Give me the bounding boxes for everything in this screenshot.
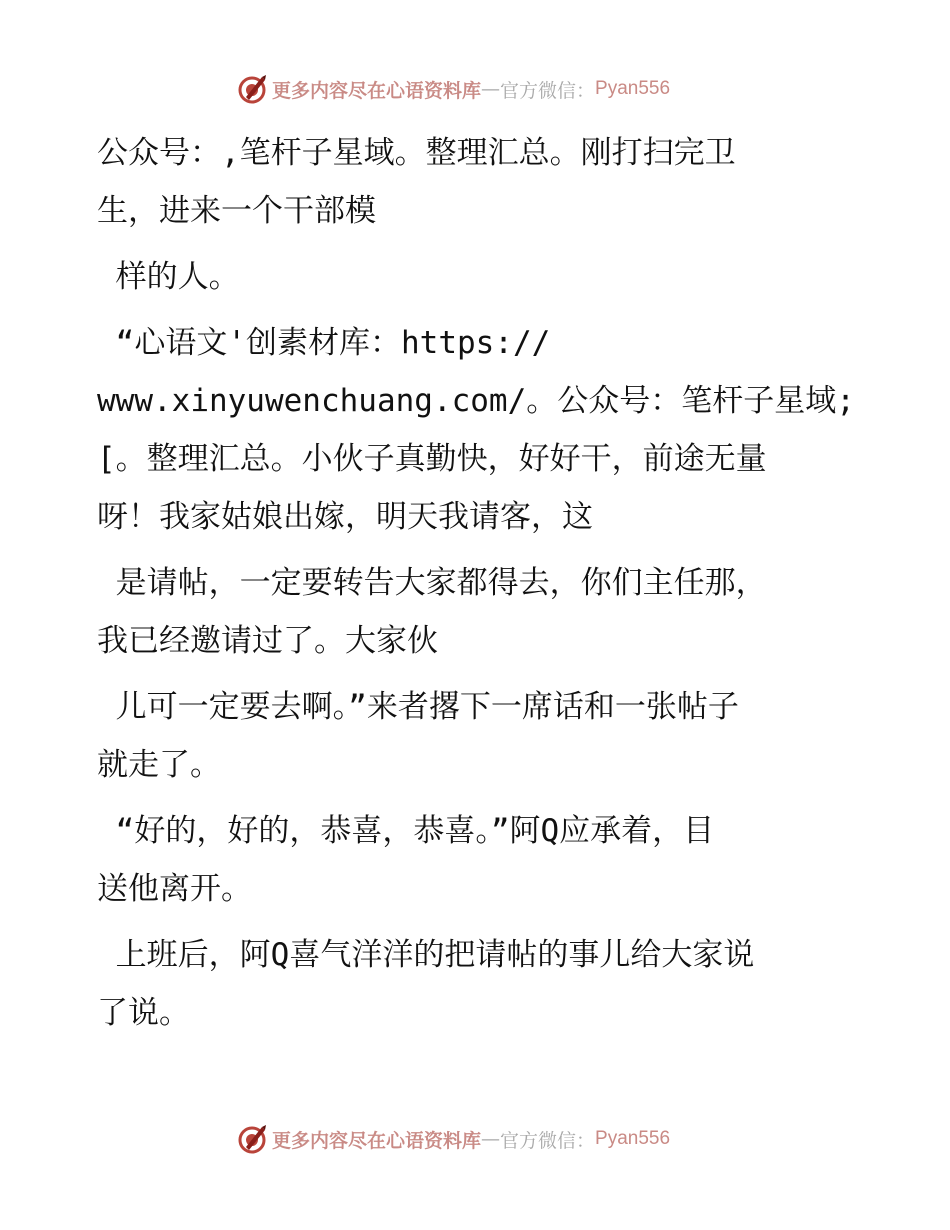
text-line: 了说。 — [97, 995, 190, 1031]
paragraph — [97, 314, 857, 546]
header-watermark-banner — [236, 72, 670, 106]
text-line: “好的，好的，恭喜，恭喜。”阿Q应承着，目 — [97, 813, 715, 849]
banner-wechat-id: Pyan556 — [595, 78, 671, 99]
paragraph — [97, 926, 857, 1042]
banner-wechat-label: 官方微信： — [500, 1129, 596, 1152]
text-line: www.xinyuwenchuang.com/。公众号：笔杆子星域; — [97, 383, 855, 419]
paragraph — [97, 678, 857, 794]
text-line: 是请帖，一定要转告大家都得去，你们主任那， — [97, 565, 767, 601]
text-line: 样的人。 — [97, 259, 240, 295]
banner-wechat-id: Pyan556 — [595, 1128, 671, 1149]
text-line: [。整理汇总。小伙子真勤快，好好干，前途无量 — [97, 441, 767, 477]
paragraph — [97, 248, 857, 306]
text-line: 生，进来一个干部模 — [97, 193, 376, 229]
banner-text: 更多内容尽在心语资料库 — [272, 1129, 482, 1152]
text-line: 儿可一定要去啊。”来者撂下一席话和一张帖子 — [97, 689, 739, 725]
banner-dash: — — [481, 1128, 501, 1150]
text-line: 就走了。 — [97, 747, 221, 783]
text-line: 上班后，阿Q喜气洋洋的把请帖的事儿给大家说 — [97, 937, 755, 973]
text-line: 呀！我家姑娘出嫁，明天我请客，这 — [97, 499, 593, 535]
pen-logo-icon — [236, 1123, 268, 1155]
document-body — [97, 124, 857, 1050]
paragraph — [97, 554, 857, 670]
banner-dash: — — [481, 78, 501, 100]
text-line: 公众号：,笔杆子星域。整理汇总。刚打扫完卫 — [97, 135, 736, 171]
pen-logo-icon — [236, 73, 268, 105]
footer-watermark-banner — [236, 1122, 670, 1156]
paragraph — [97, 802, 857, 918]
banner-wechat-label: 官方微信： — [500, 79, 596, 102]
text-line: 送他离开。 — [97, 871, 252, 907]
banner-text: 更多内容尽在心语资料库 — [272, 79, 482, 102]
paragraph — [97, 124, 857, 240]
text-line: “心语文'创素材库：https:// — [97, 325, 551, 361]
text-line: 我已经邀请过了。大家伙 — [97, 623, 438, 659]
